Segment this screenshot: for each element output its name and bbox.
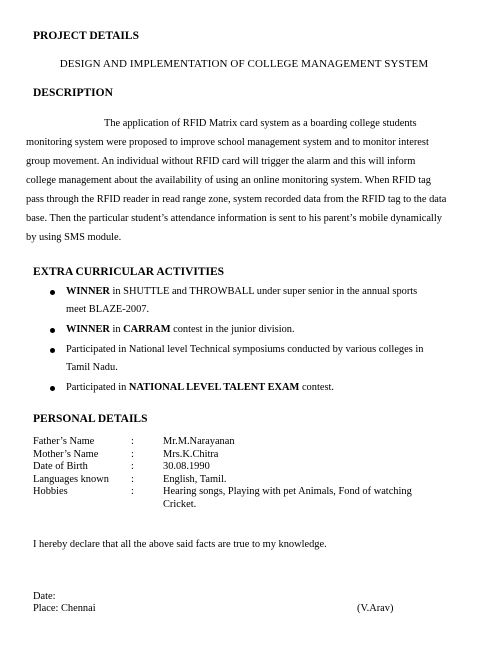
field-separator: : bbox=[131, 436, 134, 447]
place-label: Place: Chennai bbox=[33, 603, 96, 614]
field-separator: : bbox=[131, 461, 134, 472]
bullet-icon bbox=[50, 348, 55, 353]
activity-highlight: NATIONAL LEVEL TALENT EXAM bbox=[128, 382, 300, 393]
declaration-text: I hereby declare that all the above said facts are true to my knowledge. bbox=[33, 539, 327, 550]
activity-text: Participated in National level Technical symposiums conducted by various colleges in bbox=[66, 344, 424, 355]
personal-details-heading: PERSONAL DETAILS bbox=[33, 413, 148, 425]
activity-text: in bbox=[109, 324, 124, 335]
activities-list bbox=[0, 283, 488, 399]
hobbies-value-line2: Cricket. bbox=[163, 498, 197, 510]
activity-highlight-2: CARRAM bbox=[123, 324, 171, 335]
table-row bbox=[33, 486, 463, 511]
bullet-icon bbox=[50, 328, 55, 333]
personal-details-table bbox=[33, 436, 463, 511]
bullet-icon bbox=[50, 290, 55, 295]
field-label: Mother’s Name bbox=[33, 448, 99, 460]
field-separator: : bbox=[131, 486, 134, 497]
field-label: Languages known bbox=[33, 473, 109, 485]
field-separator: : bbox=[131, 473, 134, 485]
description-line: The application of RFID Matrix card system as a boarding college students bbox=[104, 118, 417, 129]
activity-text-continued: meet BLAZE-2007. bbox=[66, 304, 150, 315]
description-line: by using SMS module. bbox=[26, 232, 122, 243]
list-item bbox=[0, 379, 448, 397]
activity-highlight: WINNER bbox=[66, 324, 110, 335]
field-separator: : bbox=[131, 448, 134, 460]
bullet-icon bbox=[50, 386, 55, 391]
description-line: college management about the availability of using an online monitoring system. When RFID tag bbox=[26, 175, 431, 186]
description-paragraph bbox=[26, 114, 464, 247]
activity-text: Participated in bbox=[66, 382, 129, 393]
extra-curricular-heading: EXTRA CURRICULAR ACTIVITIES bbox=[33, 266, 225, 278]
hobbies-value-line1: Hearing songs, Playing with pet Animals, Fond of watching bbox=[163, 486, 412, 497]
field-value: Mrs.K.Chitra bbox=[163, 448, 219, 460]
project-title: DESIGN AND IMPLEMENTATION OF COLLEGE MANAGEMENT SYSTEM bbox=[59, 58, 429, 70]
activity-highlight: WINNER bbox=[66, 286, 110, 297]
date-label: Date: bbox=[33, 591, 56, 602]
list-item bbox=[0, 283, 448, 319]
table-row bbox=[33, 449, 463, 462]
field-value: English, Tamil. bbox=[163, 473, 227, 485]
activity-text: in SHUTTLE and THROWBALL under super senior in the annual sports bbox=[109, 286, 418, 297]
table-row bbox=[33, 436, 463, 449]
description-line: group movement. An individual without RFID card will trigger the alarm and this will inform bbox=[26, 156, 416, 167]
description-line: monitoring system were proposed to improve school management system and to monitor interest bbox=[26, 137, 429, 148]
list-item bbox=[0, 321, 448, 339]
description-heading: DESCRIPTION bbox=[33, 87, 113, 99]
activity-text-continued: Tamil Nadu. bbox=[66, 362, 118, 373]
table-row bbox=[33, 461, 463, 474]
activity-text-end: contest in the junior division. bbox=[170, 324, 295, 335]
signature-name: (V.Arav) bbox=[357, 603, 394, 614]
description-line: pass through the RFID reader in read range zone, system recorded data from the RFID tag to the data bbox=[26, 194, 447, 205]
list-item bbox=[0, 341, 448, 377]
field-value bbox=[163, 486, 433, 511]
description-line: base. Then the particular student’s attendance information is sent to his parent’s mobile dynamically bbox=[26, 213, 442, 224]
field-label: Date of Birth bbox=[33, 461, 88, 472]
field-value: Mr.M.Narayanan bbox=[163, 436, 235, 447]
activity-text-end: contest. bbox=[299, 382, 334, 393]
field-label: Father’s Name bbox=[33, 436, 95, 447]
project-details-heading: PROJECT DETAILS bbox=[33, 30, 139, 42]
field-label: Hobbies bbox=[33, 486, 68, 497]
table-row bbox=[33, 474, 463, 487]
field-value: 30.08.1990 bbox=[163, 461, 210, 472]
